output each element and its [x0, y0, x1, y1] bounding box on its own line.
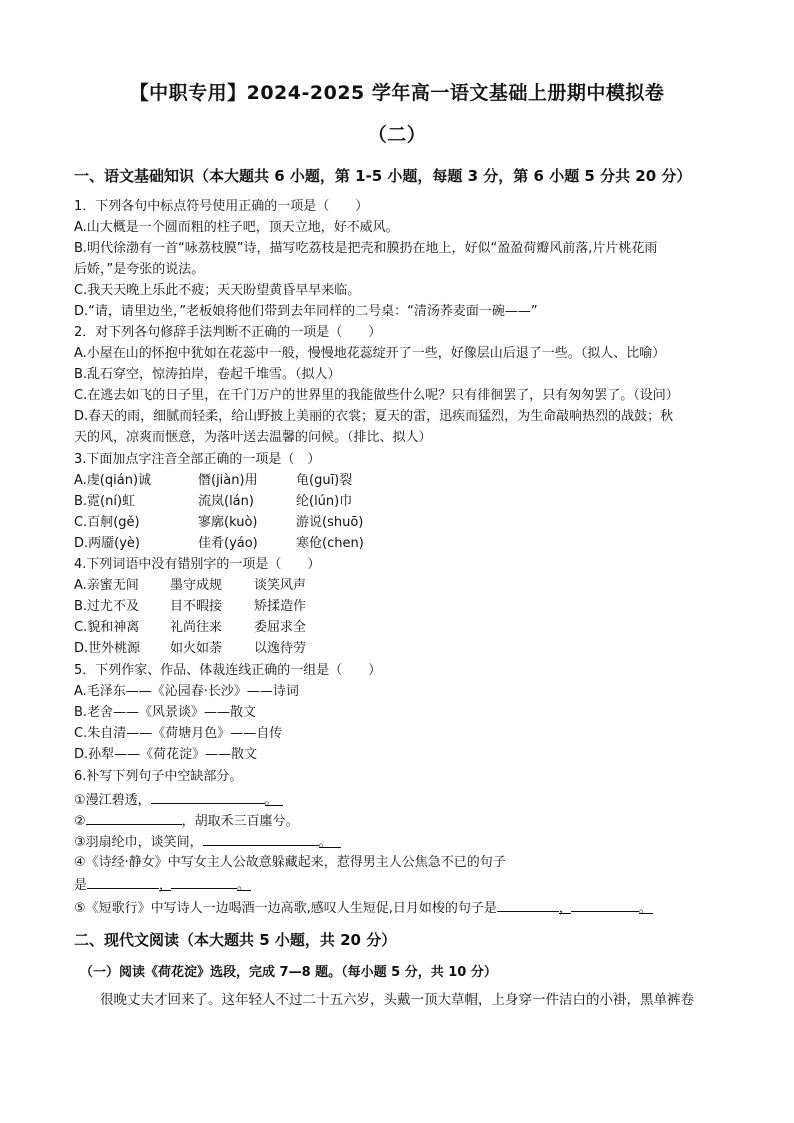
q3-row-b [74, 492, 474, 512]
q4-b-1: B.过尤不及 [74, 599, 140, 614]
q2-option-d-line2: 天的风，凉爽而惬意，为落叶送去温馨的问候。（排比、拟人） [74, 430, 432, 445]
q6-item-4-line1: ④《诗经·静女》中写女主人公故意躲藏起来，惹得男主人公焦急不已的句子 [74, 855, 506, 870]
q6-item-2-end: ，胡取禾三百廛兮。 [181, 814, 299, 829]
q6-item-4-prefix: 是 [74, 878, 88, 893]
q4-row-b [74, 597, 474, 617]
q4-c-2: 礼尚往来 [170, 620, 223, 635]
q6-item-4-comma: ， [159, 878, 173, 893]
q2-option-c: C.在逃去如飞的日子里，在千门万户的世界里的我能做些什么呢？只有徘徊罢了，只有匆匆罢了。（设问） [74, 388, 679, 403]
q3-a-2: 僭(jiàn)用 [198, 473, 258, 488]
q3-row-c [74, 513, 474, 533]
q6-item-5-blank-2[interactable] [571, 897, 639, 912]
q1-option-b-line2: 后娇，”是夸张的说法。 [74, 262, 205, 277]
q1-stem: 1．下列各句中标点符号使用正确的一项是（ ） [74, 199, 369, 214]
q3-row-d [74, 534, 474, 554]
q6-item-4-blank-1[interactable] [87, 874, 159, 889]
q6-item-4-blank-2[interactable] [171, 874, 237, 889]
q4-d-3: 以逸待劳 [254, 641, 307, 656]
q2-stem: 2．对下列各句修辞手法判断不正确的一项是（ ） [74, 325, 382, 340]
q4-c-1: C.貌和神离 [74, 620, 140, 635]
q2-option-b: B.乱石穿空，惊涛拍岸，卷起千堆雪。（拟人） [74, 367, 341, 382]
q6-stem: 6.补写下列句子中空缺部分。 [74, 769, 243, 784]
q4-row-a [74, 576, 474, 596]
page-title: 【中职专用】2024-2025 学年高一语文基础上册期中模拟卷 [129, 82, 665, 104]
q4-a-3: 谈笑风声 [254, 578, 307, 593]
q6-item-2 [74, 810, 299, 832]
q6-item-4-end: 。 [237, 878, 251, 893]
q3-a-3: 龟(guī)裂 [296, 473, 353, 488]
page-subtitle: （二） [367, 124, 427, 146]
q1-option-b-line1: B.明代徐渤有一首“咏荔枝膜”诗，描写吃荔枝是把壳和膜扔在地上，好似“盈盈荷瓣风前落,片片桃花雨 [74, 241, 658, 256]
q6-item-1 [74, 789, 283, 811]
q6-item-1-text: ①漫江碧透， [74, 793, 151, 808]
q3-c-1: C.百舸(gě) [74, 515, 140, 530]
q5-option-d: D.孙犁——《荷花淀》——散文 [74, 747, 258, 762]
q6-item-3-text: ③羽扇纶巾，谈笑间， [74, 835, 203, 850]
q5-option-b: B.老舍——《风景谈》——散文 [74, 705, 257, 720]
q3-a-1: A.虔(qián)诚 [74, 473, 152, 488]
q5-option-c: C.朱自清——《荷塘月色》——自传 [74, 726, 283, 741]
q4-stem: 4.下列词语中没有错别字的一项是（ ） [74, 557, 321, 572]
q6-item-3-end: 。 [319, 833, 341, 848]
q6-item-5-comma: ， [558, 901, 572, 916]
q3-d-3: 寒伧(chen) [296, 536, 364, 551]
section-2-heading: 二、现代文阅读（本大题共 5 小题，共 20 分） [74, 931, 397, 949]
q6-item-1-end: 。 [265, 791, 283, 806]
q3-c-2: 寥廓(kuò) [198, 515, 258, 530]
q4-b-2: 目不暇接 [170, 599, 223, 614]
section-2-sub-1: （一）阅读《荷花淀》选段，完成 7—8 题。（每小题 5 分，共 10 分） [80, 965, 497, 980]
q4-a-2: 墨守成规 [170, 578, 223, 593]
q6-item-3-blank[interactable] [203, 831, 319, 846]
q1-option-a: A.山大概是一个圆而粗的柱子吧，顶天立地，好不威风。 [74, 220, 399, 235]
q6-item-1-blank[interactable] [151, 789, 265, 804]
q3-row-a [74, 471, 474, 491]
q2-option-d-line1: D.春天的雨，细腻而轻柔，给山野披上美丽的衣裳；夏天的雷，迅疾而猛烈，为生命敲响热烈的战鼓；秋 [74, 409, 674, 424]
q4-row-d [74, 639, 474, 659]
q4-row-c [74, 618, 474, 638]
q3-d-2: 佳肴(yáo) [198, 536, 258, 551]
q1-option-c: C.我天天晚上乐此不疲；天天盼望黄昏早早来临。 [74, 283, 361, 298]
q6-item-3 [74, 831, 341, 853]
q3-c-3: 游说(shuō) [296, 515, 364, 530]
q3-b-3: 纶(lún)巾 [296, 494, 353, 509]
q6-item-4-line2 [74, 874, 251, 896]
q2-option-a: A.小屋在山的怀抱中犹如在花蕊中一般，慢慢地花蕊绽开了一些，好像层山后退了一些。（拟人、比喻） [74, 346, 666, 361]
q6-item-2-text: ② [74, 814, 86, 829]
q6-item-5 [74, 897, 653, 919]
q4-b-3: 矫揉造作 [254, 599, 307, 614]
q3-b-2: 流岚(lán) [198, 494, 254, 509]
q3-d-1: D.两靥(yè) [74, 536, 140, 551]
q6-item-5-end: 。 [638, 901, 652, 916]
q4-d-1: D.世外桃源 [74, 641, 141, 656]
section-1-heading: 一、语文基础知识（本大题共 6 小题，第 1-5 小题，每题 3 分，第 6 小题 5 分共 20 分） [74, 167, 692, 185]
q5-option-a: A.毛泽东——《沁园春·长沙》——诗词 [74, 684, 299, 699]
q4-c-3: 委屈求全 [254, 620, 307, 635]
q4-d-2: 如火如荼 [170, 641, 223, 656]
q3-b-1: B.霓(ní)虹 [74, 494, 136, 509]
q5-stem: 5．下列作家、作品、体裁连线正确的一组是（ ） [74, 663, 382, 678]
reading-passage-line-1: 很晚丈夫才回来了。这年轻人不过二十五六岁，头戴一顶大草帽，上身穿一件洁白的小褂，黑单裤卷 [100, 992, 694, 1008]
q6-item-2-blank[interactable] [86, 810, 182, 825]
q3-stem: 3.下面加点字注音全部正确的一项是（ ） [74, 452, 321, 467]
q1-option-d: D.“请，请里边坐，”老板娘将他们带到去年同样的二号桌：“清汤荞麦面一碗——” [74, 304, 538, 319]
q6-item-5-blank-1[interactable] [497, 897, 559, 912]
q6-item-5-text: ⑤《短歌行》中写诗人一边喝酒一边高歌,感叹人生短促,日月如梭的句子是 [74, 901, 497, 916]
q4-a-1: A.亲蜜无间 [74, 578, 139, 593]
